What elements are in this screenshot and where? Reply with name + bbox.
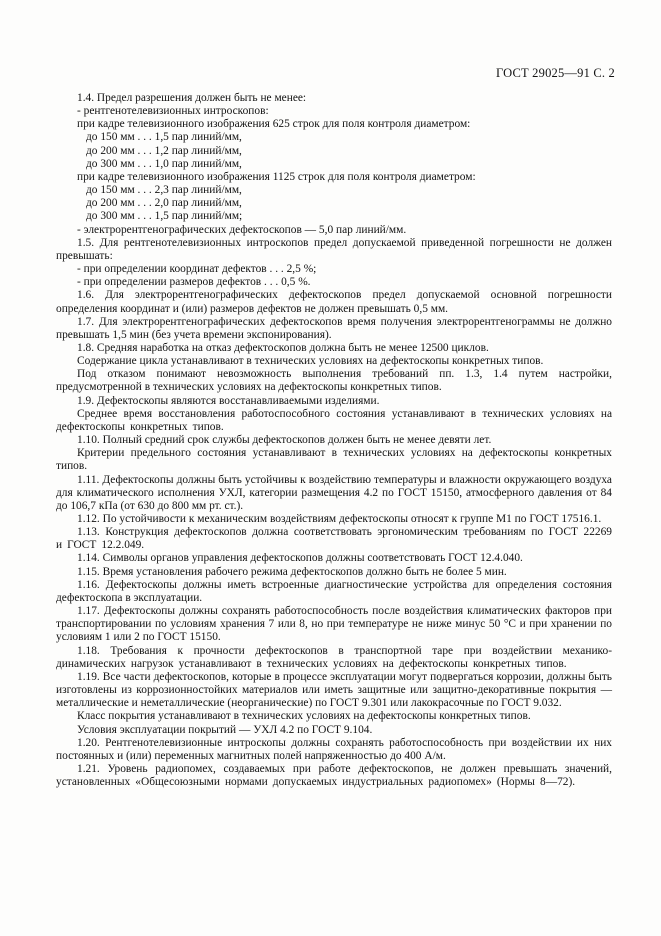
- document-paragraph: Условия эксплуатации покрытий — УХЛ 4.2 по ГОСТ 9.104.: [77, 723, 373, 736]
- document-paragraph: - электрорентгенографических дефектоскопов — 5,0 пар линий/мм.: [77, 223, 407, 236]
- document-paragraph: 1.16. Дефектоскопы должны иметь встроенные диагностические устройства для определения состояния дефектоскопа в эксплуатации.: [56, 578, 612, 604]
- document-paragraph: 1.15. Время установления рабочего режима дефектоскопов должно быть не более 5 мин.: [77, 565, 507, 578]
- document-paragraph: Среднее время восстановления работоспособного состояния устанавливают в технических условиях на дефектоскопы конкретных типов.: [56, 407, 612, 433]
- document-paragraph: 1.5. Для рентгенотелевизионных интроскопов предел допускаемой приведенной погрешности не должен превышать:: [56, 236, 612, 262]
- document-paragraph: 1.12. По устойчивости к механическим воздействиям дефектоскопы относят к группе М1 по ГОСТ 17516.1.: [77, 513, 602, 525]
- document-paragraph: - рентгенотелевизионных интроскопов:: [77, 105, 269, 118]
- document-paragraph: до 300 мм . . . 1,5 пар линий/мм;: [86, 210, 243, 223]
- document-paragraph: до 200 мм . . . 2,0 пар линий/мм,: [86, 197, 242, 210]
- document-paragraph: 1.14. Символы органов управления дефектоскопов должны соответствовать ГОСТ 12.4.040.: [77, 552, 523, 565]
- document-paragraph: Содержание цикла устанавливают в технических условиях на дефектоскопы конкретных типов.: [77, 355, 544, 368]
- document-body: [56, 92, 612, 789]
- document-paragraph: Критерии предельного состояния устанавливают в технических условиях на дефектоскопы конкретных типов.: [56, 447, 612, 473]
- page-header: ГОСТ 29025—91 С. 2: [495, 66, 615, 80]
- document-paragraph: до 300 мм . . . 1,0 пар линий/мм,: [86, 157, 242, 170]
- document-paragraph: до 150 мм . . . 1,5 пар линий/мм,: [86, 131, 242, 144]
- document-paragraph: 1.20. Рентгенотелевизионные интроскопы должны сохранять работоспособность при воздействии их них постоянных и (или) переменных магнитных полей напряженностью до 400 А/м.: [56, 736, 612, 762]
- document-paragraph: 1.21. Уровень радиопомех, создаваемых при работе дефектоскопов, не должен превышать значений, установленных «Общесоюзными нормами допускаемых индустриальных радиопомех» (Нормы 8—72).: [56, 762, 612, 789]
- document-paragraph: 1.18. Требования к прочности дефектоскопов в транспортной таре при воздействии механико-динамических нагрузок устанавливают в технических условиях на дефектоскопы конкретных типов.: [56, 644, 612, 670]
- document-paragraph: 1.9. Дефектоскопы являются восстанавливаемыми изделиями.: [77, 394, 380, 407]
- document-paragraph: 1.19. Все части дефектоскопов, которые в процессе эксплуатации могут подвергаться коррозии, должны быть изготовлены из коррозионностойких материалов или иметь защитные или защитно-декоративные покрытия — металлические и неметаллические (неорганические) по ГОСТ 9.301 или лакокрасочные по ГОСТ 9.032.: [56, 670, 612, 710]
- document-paragraph: при кадре телевизионного изображения 1125 строк для поля контроля диаметром:: [77, 170, 476, 183]
- document-paragraph: 1.6. Для электрорентгенографических дефектоскопов предел допускаемой основной погрешности определения координат и (или) размеров дефектов не должен превышать 0,5 мм.: [56, 289, 612, 315]
- document-paragraph: 1.11. Дефектоскопы должны быть устойчивы к воздействию температуры и влажности окружающего воздуха для климатического исполнения УХЛ, категории размещения 4.2 по ГОСТ 15150, атмосферного давления от 84 до 106,7 кПа (от 630 до 800 мм рт. ст.).: [56, 473, 612, 512]
- document-paragraph: 1.8. Средняя наработка на отказ дефектоскопов должна быть не менее 12500 циклов.: [77, 341, 489, 354]
- document-paragraph: 1.10. Полный средний срок службы дефектоскопов должен быть не менее девяти лет.: [77, 434, 492, 447]
- document-paragraph: 1.17. Дефектоскопы должны сохранять работоспособность после воздействия климатических факторов при транспортировании по условиям хранения 7 или 8, но при температуре не ниже минус 50 °С и при хранении по условиям 1 или 2 по ГОСТ 15150.: [56, 605, 612, 644]
- document-paragraph: Класс покрытия устанавливают в технических условиях на дефектоскопы конкретных типов.: [77, 710, 531, 723]
- document-paragraph: при кадре телевизионного изображения 625 строк для поля контроля диаметром:: [77, 118, 471, 131]
- document-paragraph: до 150 мм . . . 2,3 пар линий/мм,: [86, 184, 242, 197]
- document-paragraph: Под отказом понимают невозможность выполнения требований пп. 1.3, 1.4 путем настройки, предусмотренной в технических условиях на дефектоскопы конкретных типов.: [56, 368, 612, 394]
- document-paragraph: - при определении размеров дефектов . . . 0,5 %.: [77, 276, 311, 289]
- document-paragraph: 1.13. Конструкция дефектоскопов должна соответствовать эргономическим требованиям по ГОСТ 22269 и ГОСТ 12.2.049.: [56, 526, 612, 552]
- document-paragraph: 1.4. Предел разрешения должен быть не менее:: [77, 92, 307, 104]
- document-paragraph: 1.7. Для электрорентгенографических дефектоскопов время получения электрорентгенограммы не должно превышать 1,5 мин (без учета времени экспонирования).: [56, 315, 612, 341]
- document-paragraph: до 200 мм . . . 1,2 пар линий/мм,: [86, 144, 242, 157]
- document-paragraph: - при определении координат дефектов . . . 2,5 %;: [77, 263, 317, 276]
